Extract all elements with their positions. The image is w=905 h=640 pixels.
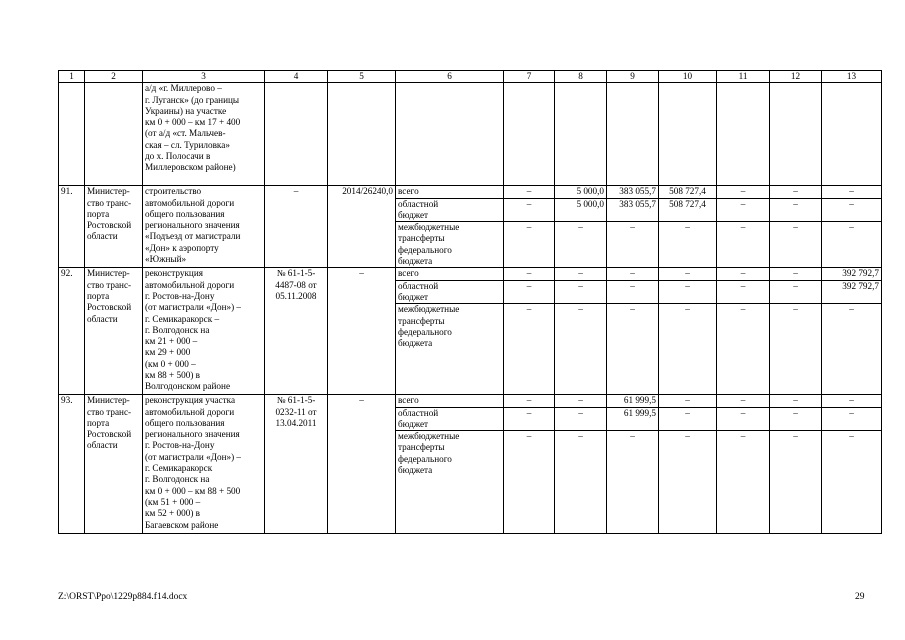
amount-cell: –: [659, 268, 717, 280]
column-number: 13: [822, 71, 882, 83]
amount-cell: 61 999,5: [607, 407, 659, 431]
column-number: 9: [607, 71, 659, 83]
funding-source: межбюджетные трансферты федерального бюджета: [396, 222, 504, 268]
amount-cell: –: [555, 280, 607, 304]
column-number: 11: [717, 71, 770, 83]
footer-file-path: Z:\ORST\Ppo\1229p884.f14.docx: [58, 592, 188, 602]
amount-cell: –: [770, 198, 822, 222]
amount-cell: –: [822, 395, 882, 407]
amount-cell: –: [770, 186, 822, 198]
amount-cell: –: [607, 304, 659, 395]
funding-source: межбюджетные трансферты федерального бюджета: [396, 431, 504, 534]
document-reference: № 61-1-5- 4487-08 от 05.11.2008: [265, 268, 328, 395]
amount-cell: 508 727,4: [659, 198, 717, 222]
column-number: 5: [328, 71, 396, 83]
amount-cell: –: [770, 268, 822, 280]
column-number: 8: [555, 71, 607, 83]
object-description: реконструкция автомобильной дороги г. Ростов-на-Дону (от магистрали «Дон») – г. Семикаракорск – г. Волгодонск на км 21 + 000 – км 29 + 000 (км 0 + 000 – км 88 + 500) в Волгодонском районе: [143, 268, 265, 395]
amount-cell: –: [770, 280, 822, 304]
amount-cell: 5 000,0: [555, 186, 607, 198]
amount-cell: –: [717, 280, 770, 304]
amount-cell: –: [822, 186, 882, 198]
amount-cell: –: [504, 186, 555, 198]
funding-source: всего: [396, 268, 504, 280]
object-description: а/д «г. Миллерово – г. Луганск» (до границы Украины) на участке км 0 + 000 – км 17 + 400 (от а/д «ст. Мальчев- ская – сл. Туриловка» до х. Полосачи в Миллеровском районе): [143, 83, 265, 186]
amount-cell: –: [504, 407, 555, 431]
amount-cell: –: [822, 198, 882, 222]
amount-cell: –: [822, 407, 882, 431]
amount-cell: –: [770, 431, 822, 534]
table-row: [59, 395, 882, 407]
amount-cell: –: [822, 222, 882, 268]
document-reference: № 61-1-5- 0232-11 от 13.04.2011: [265, 395, 328, 534]
table-row: [59, 268, 882, 280]
amount-cell: –: [555, 268, 607, 280]
amount-cell: –: [504, 222, 555, 268]
column-number: 7: [504, 71, 555, 83]
amount-cell: –: [504, 304, 555, 395]
funding-source: областной бюджет: [396, 280, 504, 304]
row-number: 91.: [59, 186, 85, 268]
amount-cell: –: [659, 304, 717, 395]
amount-cell: –: [717, 431, 770, 534]
amount-cell: –: [770, 395, 822, 407]
column-number: 4: [265, 71, 328, 83]
amount-cell: –: [607, 280, 659, 304]
amount-cell: 383 055,7: [607, 186, 659, 198]
amount-cell: –: [717, 222, 770, 268]
amount-cell: –: [822, 431, 882, 534]
program-table: [58, 70, 882, 534]
funding-source: областной бюджет: [396, 407, 504, 431]
amount-cell: –: [659, 222, 717, 268]
amount-cell: –: [717, 198, 770, 222]
table-row-continuation: [59, 83, 882, 186]
column-number: 2: [85, 71, 143, 83]
amount-cell: –: [717, 268, 770, 280]
organization: Министер- ство транс- порта Ростовской области: [85, 395, 143, 534]
amount-cell: 5 000,0: [555, 198, 607, 222]
amount-cell: –: [659, 431, 717, 534]
object-code: –: [328, 268, 396, 395]
funding-source: всего: [396, 186, 504, 198]
amount-cell: –: [770, 407, 822, 431]
amount-cell: –: [822, 304, 882, 395]
funding-source: всего: [396, 395, 504, 407]
object-code: 2014/26240,0: [328, 186, 396, 268]
amount-cell: –: [504, 431, 555, 534]
amount-cell: 392 792,7: [822, 268, 882, 280]
amount-cell: 392 792,7: [822, 280, 882, 304]
amount-cell: –: [770, 304, 822, 395]
amount-cell: –: [504, 198, 555, 222]
amount-cell: –: [717, 407, 770, 431]
column-number: 1: [59, 71, 85, 83]
amount-cell: –: [555, 304, 607, 395]
amount-cell: –: [717, 395, 770, 407]
column-number: 3: [143, 71, 265, 83]
amount-cell: –: [504, 268, 555, 280]
document-reference: –: [265, 186, 328, 268]
funding-source: межбюджетные трансферты федерального бюджета: [396, 304, 504, 395]
page-number: 29: [855, 592, 865, 602]
amount-cell: –: [717, 304, 770, 395]
amount-cell: –: [555, 407, 607, 431]
amount-cell: –: [659, 280, 717, 304]
amount-cell: –: [717, 186, 770, 198]
amount-cell: –: [607, 268, 659, 280]
amount-cell: –: [607, 431, 659, 534]
amount-cell: –: [659, 395, 717, 407]
amount-cell: –: [607, 222, 659, 268]
object-code: –: [328, 395, 396, 534]
amount-cell: 61 999,5: [607, 395, 659, 407]
amount-cell: –: [555, 222, 607, 268]
column-number: 12: [770, 71, 822, 83]
organization: Министер- ство транс- порта Ростовской области: [85, 268, 143, 395]
organization: Министер- ство транс- порта Ростовской области: [85, 186, 143, 268]
amount-cell: 383 055,7: [607, 198, 659, 222]
amount-cell: –: [555, 395, 607, 407]
amount-cell: –: [555, 431, 607, 534]
row-number: 92.: [59, 268, 85, 395]
row-number: 93.: [59, 395, 85, 534]
amount-cell: 508 727,4: [659, 186, 717, 198]
table-row: [59, 186, 882, 198]
object-description: строительство автомобильной дороги общего пользования регионального значения «Подъезд от магистрали «Дон» к аэропорту «Южный»: [143, 186, 265, 268]
object-description: реконструкция участка автомобильной дороги общего пользования регионального значения г. Ростов-на-Дону (от магистрали «Дон») – г. Семикаракорск г. Волгодонск на км 0 + 000 – км 88 + 500 (км 51 + 000 – км 52 + 000) в Багаевском районе: [143, 395, 265, 534]
amount-cell: –: [770, 222, 822, 268]
column-number-row: [59, 71, 882, 83]
column-number: 10: [659, 71, 717, 83]
column-number: 6: [396, 71, 504, 83]
amount-cell: –: [504, 280, 555, 304]
amount-cell: –: [659, 407, 717, 431]
amount-cell: –: [504, 395, 555, 407]
funding-source: областной бюджет: [396, 198, 504, 222]
